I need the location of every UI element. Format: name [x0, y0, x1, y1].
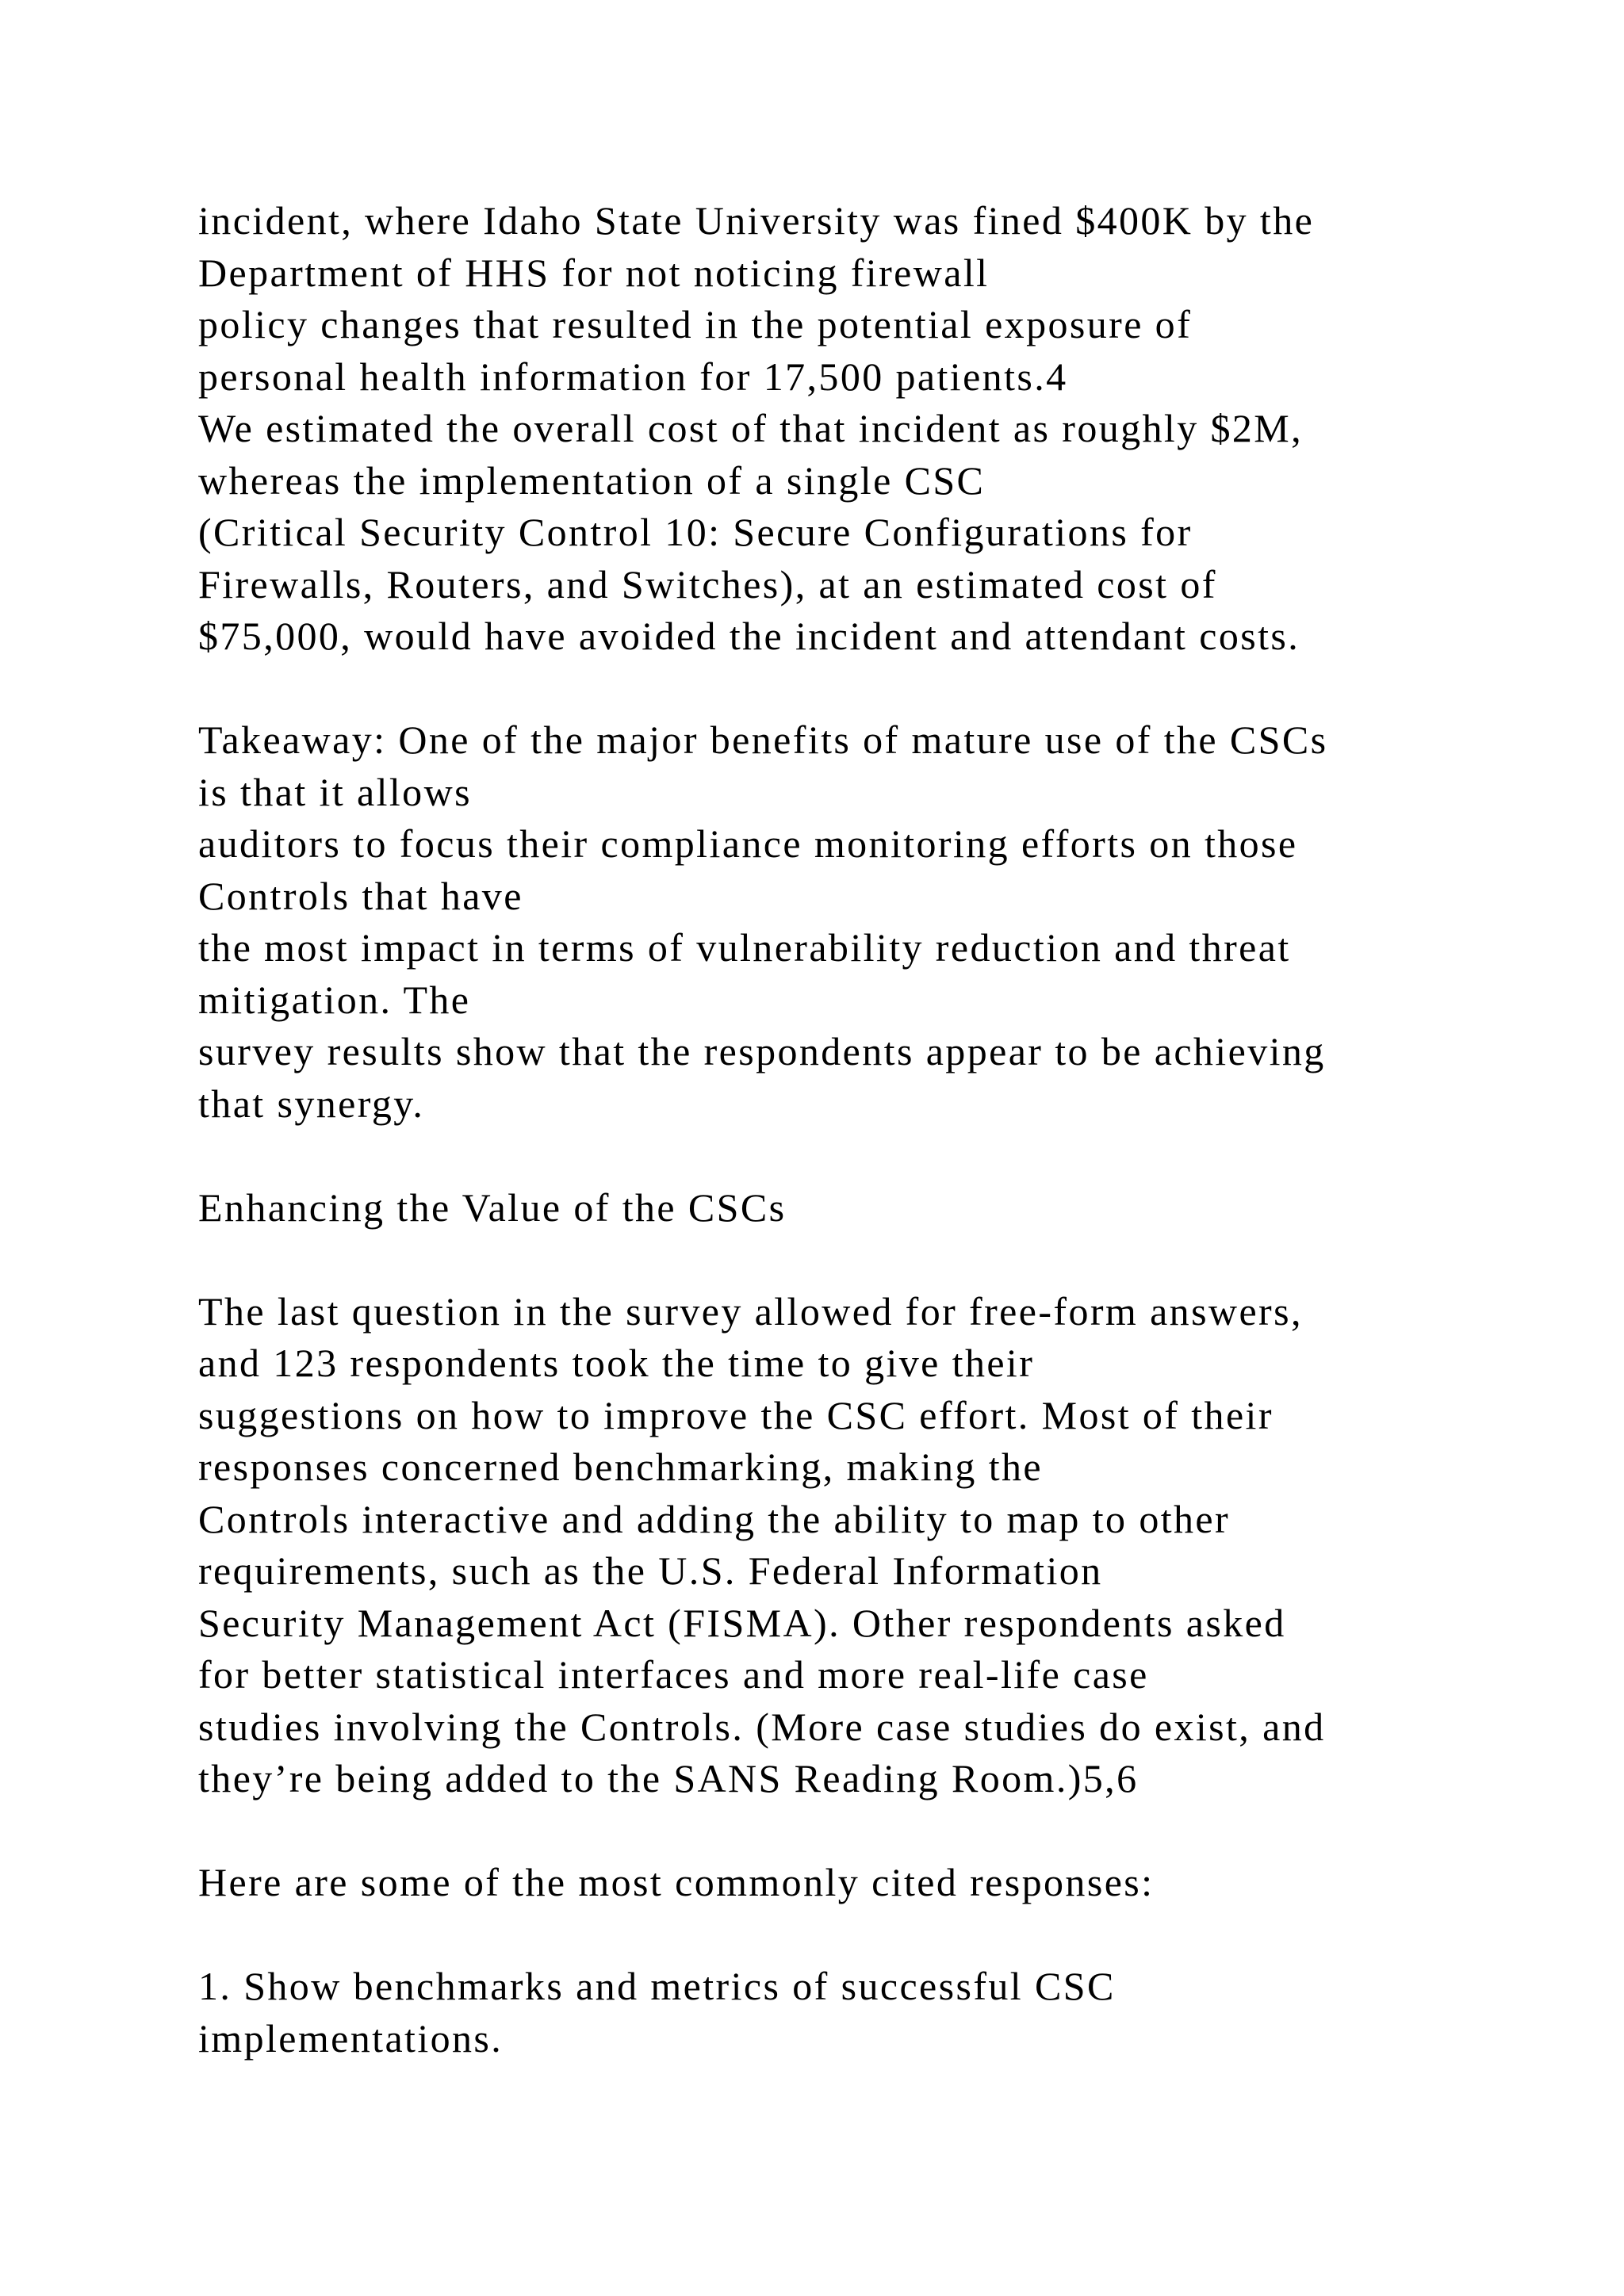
text-line: personal health information for 17,500 patients.4: [198, 354, 1068, 399]
text-line: Firewalls, Routers, and Switches), at an estimated cost of: [198, 561, 1217, 607]
text-line: survey results show that the respondents appear to be achieving: [198, 1029, 1326, 1073]
text-line: Here are some of the most commonly cited responses:: [198, 1860, 1155, 1904]
text-line: and 123 respondents took the time to give their: [198, 1341, 1035, 1385]
text-line: The last question in the survey allowed for free-form answers,: [198, 1288, 1303, 1334]
text-line: whereas the implementation of a single CSC: [198, 457, 986, 503]
blank-line: [198, 1130, 1546, 1182]
text-line: Controls that have: [198, 873, 523, 918]
text-line: Security Management Act (FISMA). Other respondents asked: [198, 1600, 1286, 1645]
text-line: that synergy.: [198, 1081, 425, 1126]
text-line: they’re being added to the SANS Reading Room.)5,6: [198, 1756, 1139, 1800]
document-text: [198, 195, 1546, 2064]
text-line: incident, where Idaho State University was fined $400K by the: [198, 198, 1315, 243]
text-line: for better statistical interfaces and more real-life case: [198, 1652, 1149, 1697]
list-item: 1. Show benchmarks and metrics of successful CSC: [198, 1964, 1116, 2008]
text-line: Controls interactive and adding the ability to map to other: [198, 1496, 1231, 1541]
text-line: auditors to focus their compliance monitoring efforts on those: [198, 821, 1298, 866]
text-line: studies involving the Controls. (More case studies do exist, and: [198, 1704, 1326, 1749]
blank-line: [198, 663, 1546, 715]
text-line: Department of HHS for not noticing firewall: [198, 250, 990, 295]
blank-line: [198, 1909, 1546, 1961]
text-line: (Critical Security Control 10: Secure Configurations for: [198, 510, 1193, 554]
text-line: requirements, such as the U.S. Federal Information: [198, 1548, 1103, 1593]
text-line: mitigation. The: [198, 977, 471, 1022]
blank-line: [198, 1805, 1546, 1858]
section-heading: Enhancing the Value of the CSCs: [198, 1184, 787, 1230]
text-line: responses concerned benchmarking, making the: [198, 1445, 1043, 1489]
text-line: is that it allows: [198, 769, 472, 814]
text-line: the most impact in terms of vulnerability reduction and threat: [198, 925, 1291, 970]
text-line: $75,000, would have avoided the incident and attendant costs.: [198, 614, 1300, 658]
text-line: We estimated the overall cost of that incident as roughly $2M,: [198, 406, 1304, 450]
text-line: suggestions on how to improve the CSC effort. Most of their: [198, 1392, 1274, 1437]
list-item-continuation: implementations.: [198, 2015, 504, 2061]
text-line: policy changes that resulted in the potential exposure of: [198, 302, 1193, 346]
text-line: Takeaway: One of the major benefits of mature use of the CSCs: [198, 718, 1328, 762]
blank-line: [198, 1234, 1546, 1286]
